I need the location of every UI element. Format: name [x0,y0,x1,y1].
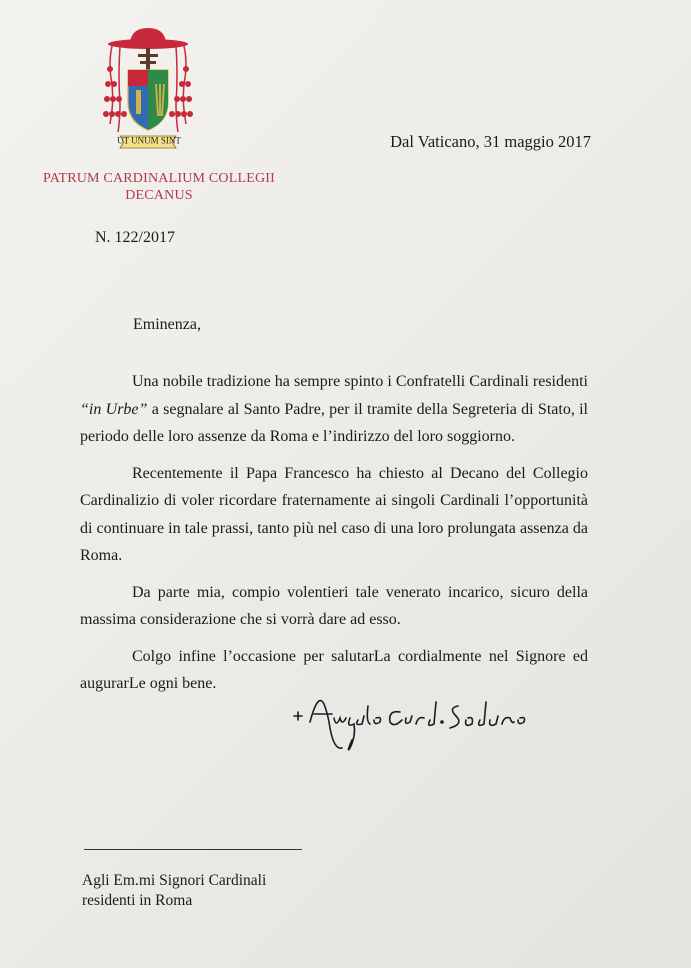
handwritten-signature [290,688,535,768]
letterhead-title [30,170,288,204]
paragraph-4: Colgo infine l’occasione per salutarLa cordialmente nel Signore ed augurarLe ogni bene. [80,647,588,692]
motto-text: UT UNUM SINT [117,135,181,146]
letter-date: Dal Vaticano, 31 maggio 2017 [390,132,591,151]
in-urbe-italic: “in Urbe” [80,400,148,418]
salutation: Eminenza, [133,316,201,333]
motto-ribbon [112,133,186,147]
paragraph-3: Da parte mia, compio volentieri tale venerato incarico, sicuro della massima considerazione che si vorrà dare ad esso. [80,583,588,628]
paragraph-1-start: Una nobile tradizione ha sempre spinto i Confratelli Cardinali residenti [132,373,588,390]
paragraph-2: Recentemente il Papa Francesco ha chiesto al Decano del Collegio Cardinalizio di voler ricordare fraternamente ai singoli Cardinali l’opportunità di continuare in tale prassi, tanto più nel caso di una loro prolungata assenza da Roma. [80,464,588,564]
paragraph-1 [80,368,588,451]
protocol-number: N. 122/2017 [95,229,175,246]
letter-body [80,368,588,707]
paragraph-1-end: a segnalare al Santo Padre, per il tramite della Segreteria di Stato, il periodo delle loro assenze da Roma e l’indirizzo del loro soggiorno. [80,400,589,445]
recipient-line1: Agli Em.mi Signori Cardinali [82,872,267,889]
recipient-block [82,871,266,911]
letterhead-line1: PATRUM CARDINALIUM COLLEGII [43,171,275,186]
recipient-line2: residenti in Roma [82,892,193,909]
letterhead-line2: DECANUS [125,188,193,203]
divider-line [84,849,302,850]
